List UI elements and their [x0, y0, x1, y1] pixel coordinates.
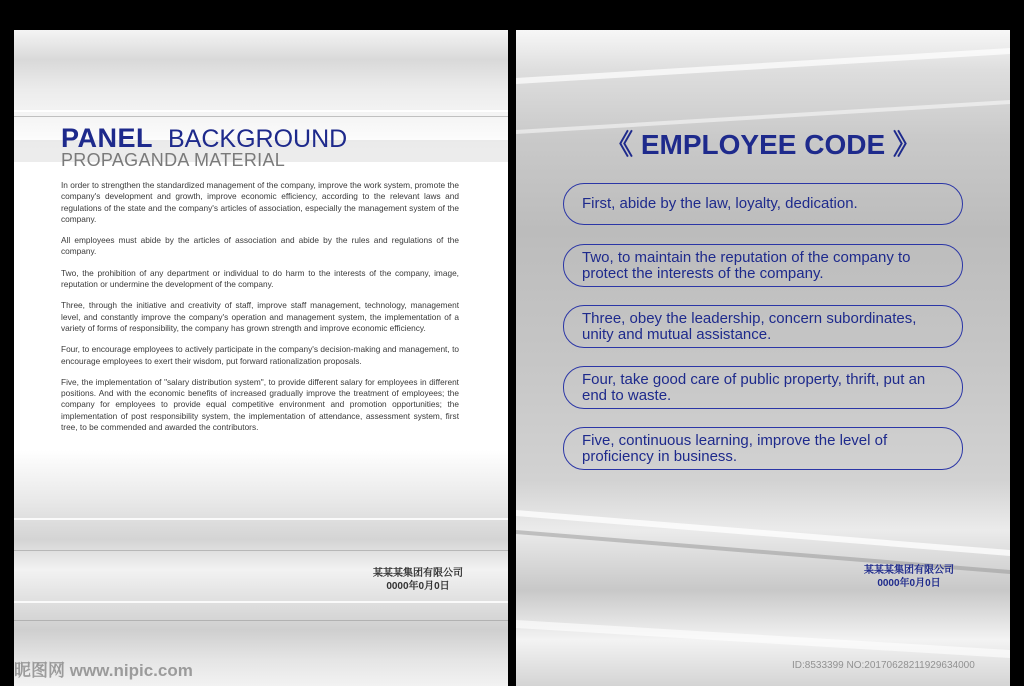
decor-stripe — [14, 601, 508, 603]
watermark-left: 昵图网 www.nipic.com — [14, 661, 193, 680]
decor-stripe — [14, 110, 508, 112]
left-footer — [368, 567, 468, 593]
code-item — [563, 244, 963, 287]
paragraph: All employees must abide by the articles of association and abide by the rules and regulations of the company. — [61, 235, 459, 257]
paragraph: Three, through the initiative and creativity of staff, improve staff management, technology, management level, and constantly improve the company's operation and management system, the implementation of a variety of forms of responsibility, the company has grown strength and improve economic efficiency. — [61, 300, 459, 333]
footer-company: 某某某集团有限公司 — [864, 565, 954, 576]
left-panel — [14, 30, 508, 686]
panel-title-bold: PANEL — [61, 123, 154, 153]
code-item-text: First, abide by the law, loyalty, dedication. — [582, 195, 858, 213]
panel-subtitle: PROPAGANDA MATERIAL — [61, 150, 286, 170]
employee-code-title: 《 EMPLOYEE CODE 》 — [605, 129, 921, 160]
footer-date: 0000年0月0日 — [386, 581, 450, 592]
decor-swoosh — [516, 48, 1010, 84]
code-item-text: Four, take good care of public property, thrift, put an end to waste. — [582, 371, 926, 404]
code-item — [563, 427, 963, 470]
code-item — [563, 183, 963, 225]
code-item-text: Three, obey the leadership, concern subordinates, unity and mutual assistance. — [582, 310, 917, 343]
decor-stripe — [14, 550, 508, 551]
paragraph: Four, to encourage employees to actively participate in the company's decision-making and management, to encourage employees to exert their wisdom, put forward rationalization proposals. — [61, 344, 459, 366]
watermark-right: ID:8533399 NO:20170628211929634000 — [792, 660, 975, 671]
footer-date: 0000年0月0日 — [877, 578, 941, 589]
body-text — [61, 180, 459, 443]
decor-swoosh — [516, 620, 1010, 658]
decor-swoosh — [516, 510, 1010, 556]
decor-stripe — [14, 116, 508, 117]
code-item — [563, 366, 963, 409]
paragraph: In order to strengthen the standardized management of the company, improve the work system, promote the company's development and growth, improve economic efficiency, according to the relevant laws and regulations of the state and the company's articles of association, especially the management system of the company. — [61, 180, 459, 224]
paragraph: Five, the implementation of "salary distribution system", to provide different salary for employees in different positions. And with the economic benefits of increased gradually improve the treatment of employees; the company for employees to provide equal competitive environment and promotion opportunities; the implementation of post responsibility system, the implementation of attendance, assessment system, first tree, to be commended and awarded the contributors. — [61, 376, 459, 433]
decor-stripe — [14, 620, 508, 621]
decor-stripe — [14, 518, 508, 520]
code-item — [563, 305, 963, 348]
right-footer — [854, 564, 964, 590]
paragraph: Two, the prohibition of any department or individual to do harm to the interests of the company, image, reputation or undermine the development of the company. — [61, 267, 459, 290]
right-panel — [516, 30, 1010, 686]
footer-company: 某某某集团有限公司 — [373, 568, 463, 579]
code-item-text: Five, continuous learning, improve the level of proficiency in business. — [582, 432, 888, 465]
panel-title-thin: BACKGROUND — [168, 125, 348, 153]
code-item-text: Two, to maintain the reputation of the company to protect the interests of the company. — [582, 249, 911, 282]
